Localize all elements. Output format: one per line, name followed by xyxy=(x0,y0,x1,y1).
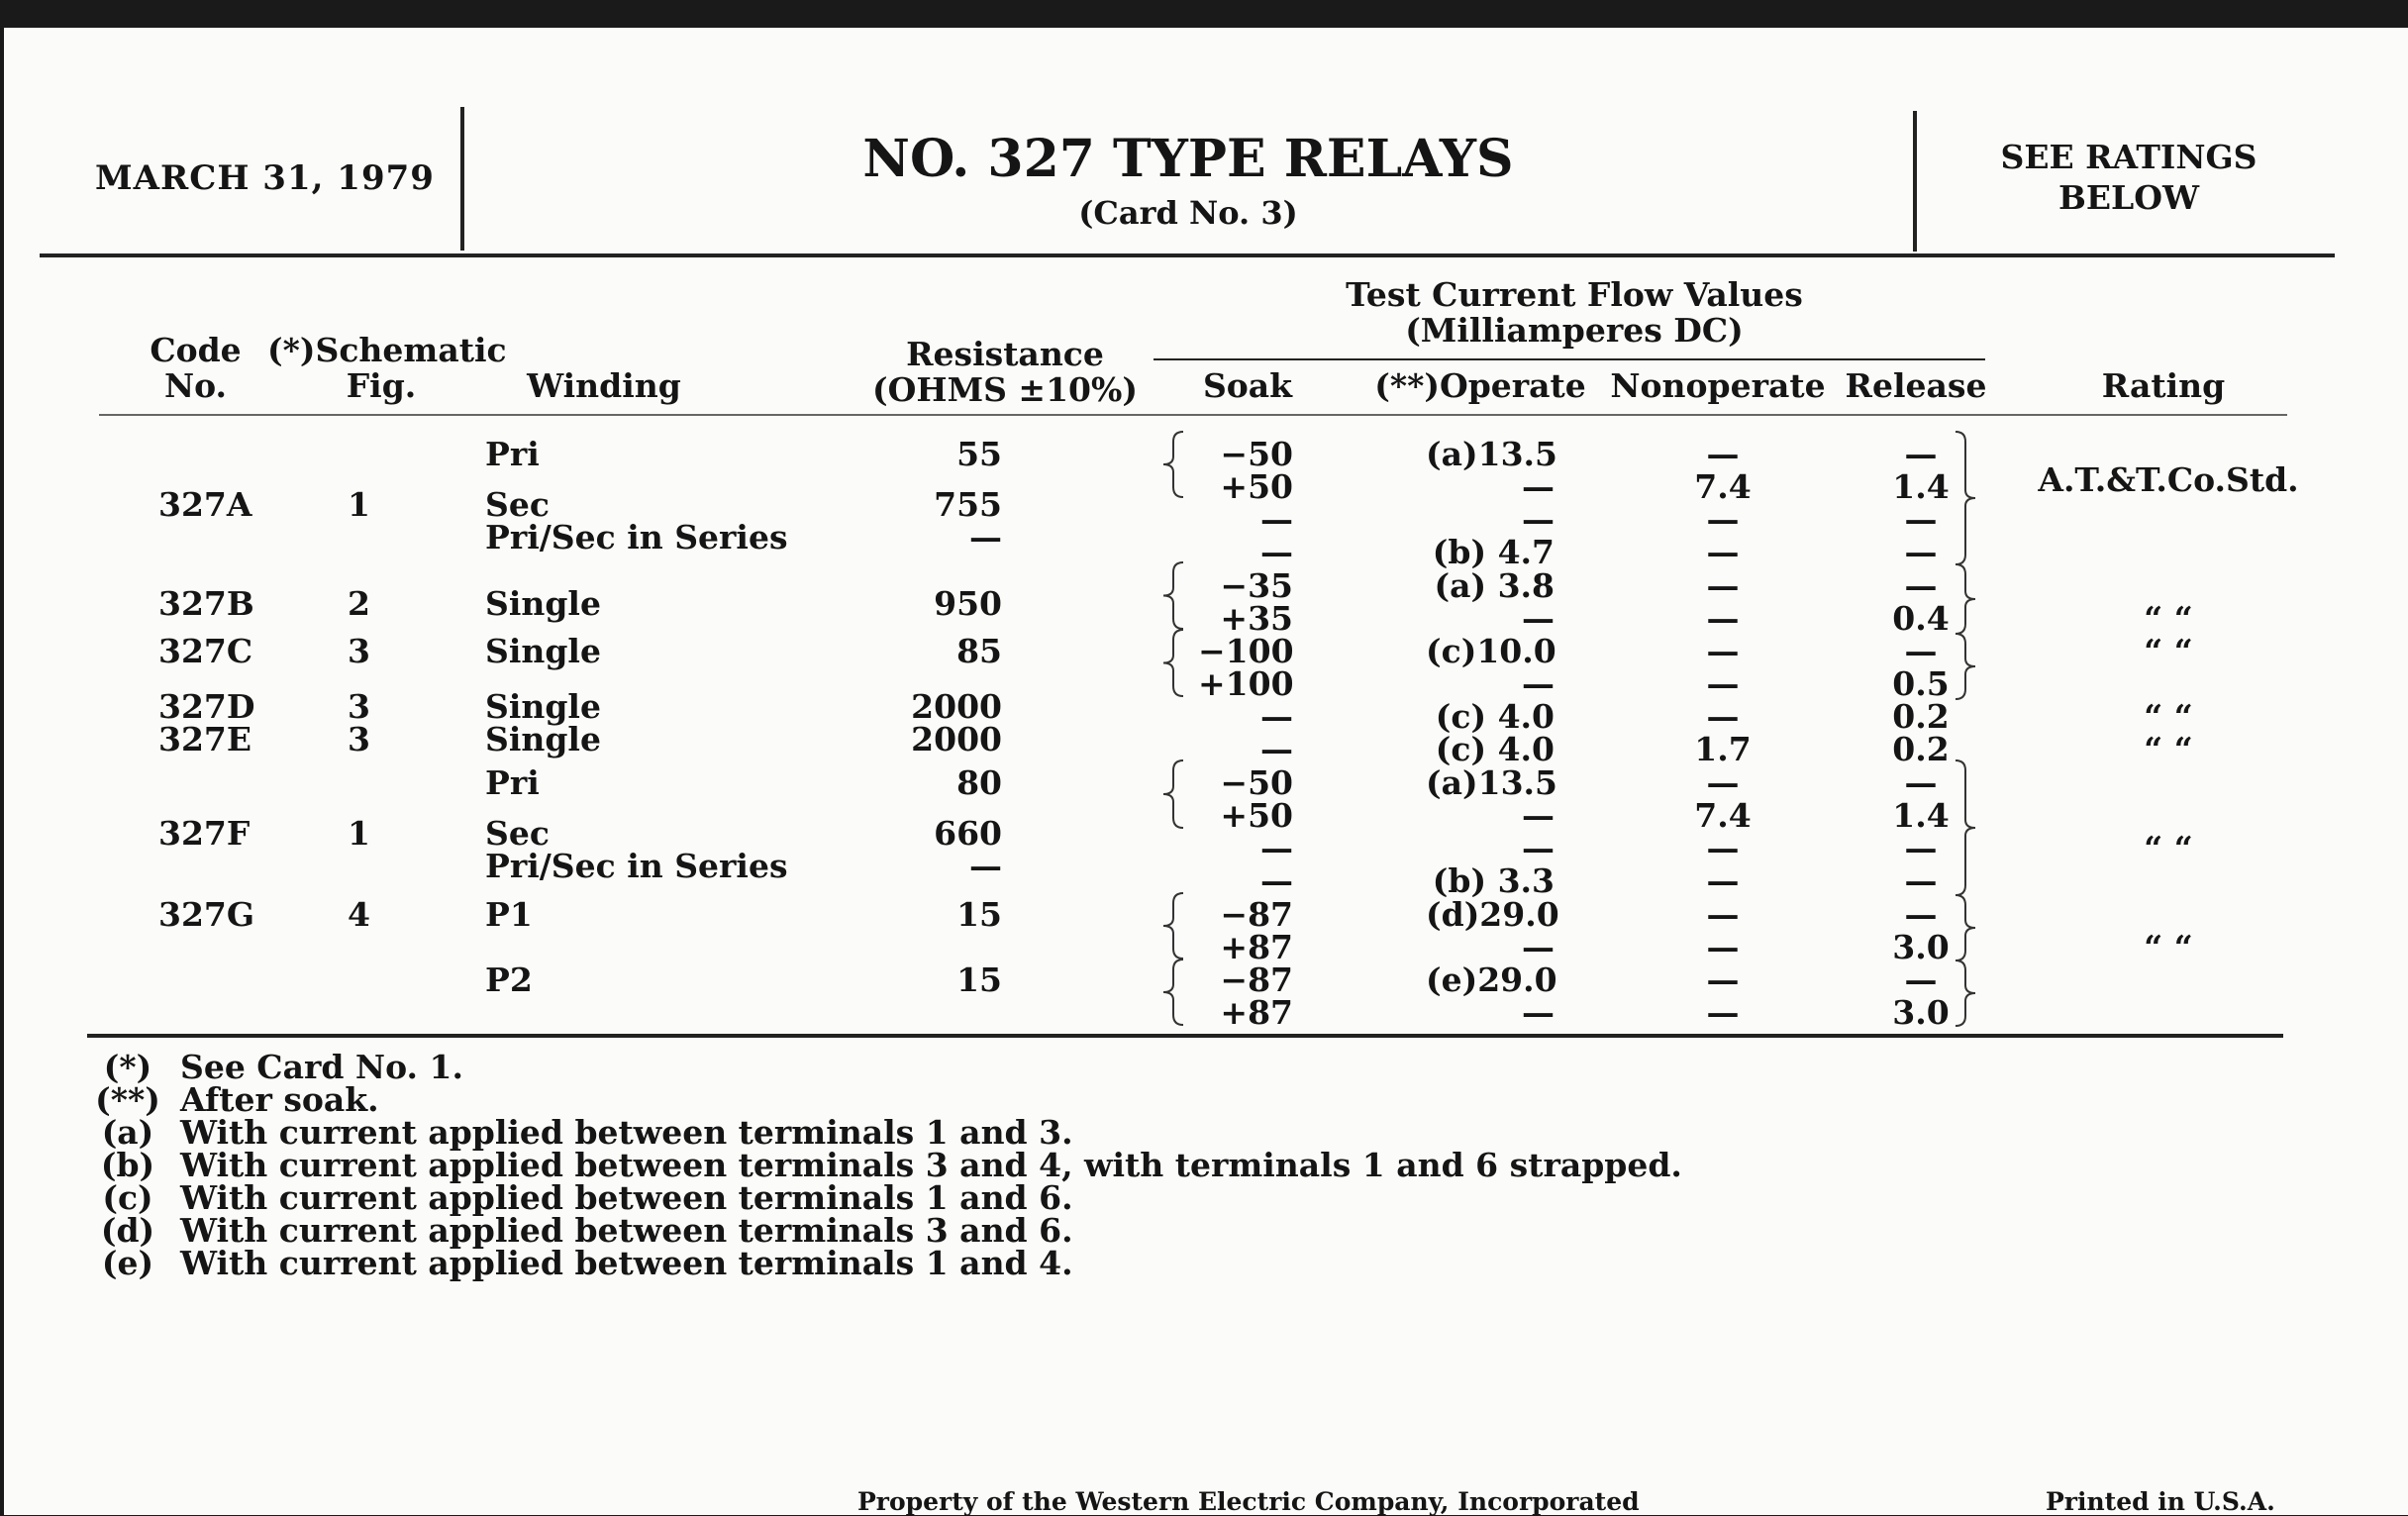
soak-cell: +50 xyxy=(1220,467,1293,506)
code-cell: 327A xyxy=(158,485,252,524)
soak-cell: — xyxy=(1260,533,1293,571)
nonoperate-cell: — xyxy=(1706,500,1740,539)
soak-cell: −50 xyxy=(1220,435,1293,473)
footnote-mark: (*) xyxy=(103,1048,152,1086)
resistance-cell: 755 xyxy=(934,485,1002,524)
release-brace xyxy=(1956,895,1975,960)
release-cell: 3.0 xyxy=(1892,928,1950,966)
property-notice: Property of the Western Electric Company, Incorporated xyxy=(857,1487,1640,1516)
col-code-line2: No. xyxy=(163,366,228,405)
release-cell: — xyxy=(1904,500,1938,539)
operate-cell: (c) 4.0 xyxy=(1435,697,1555,736)
nonoperate-cell: — xyxy=(1706,928,1740,966)
release-cell: 3.0 xyxy=(1892,993,1950,1032)
nonoperate-cell: — xyxy=(1706,599,1740,638)
rating-cell: “ “ xyxy=(2144,928,2193,966)
code-cell: 327G xyxy=(158,895,255,934)
nonoperate-cell: — xyxy=(1706,763,1740,802)
nonoperate-cell: — xyxy=(1706,632,1740,670)
resistance-cell: 2000 xyxy=(911,687,1002,726)
fig-cell: 3 xyxy=(348,720,370,758)
resistance-cell: 55 xyxy=(956,435,1002,473)
soak-cell: +87 xyxy=(1220,993,1293,1032)
operate-cell: (a)13.5 xyxy=(1426,435,1557,473)
soak-brace xyxy=(1163,893,1183,959)
soak-cell: +35 xyxy=(1220,599,1293,638)
release-cell: 0.2 xyxy=(1892,697,1950,736)
col-resistance-line1: Resistance xyxy=(906,335,1104,373)
operate-cell: — xyxy=(1522,928,1555,966)
footnote-mark: (b) xyxy=(100,1146,155,1184)
rating-cell: A.T.&T.Co.Std. xyxy=(2038,460,2299,499)
release-brace xyxy=(1956,634,1975,699)
fig-cell: 3 xyxy=(348,632,370,670)
footnote-text: With current applied between terminals 3 and 4, with terminals 1 and 6 strapped. xyxy=(180,1146,1682,1184)
nonoperate-cell: — xyxy=(1706,533,1740,571)
soak-cell: — xyxy=(1260,500,1293,539)
winding-cell: Pri/Sec in Series xyxy=(485,847,788,885)
rating-cell: “ “ xyxy=(2144,599,2193,638)
nonoperate-cell: 7.4 xyxy=(1694,796,1752,835)
nonoperate-cell: 1.7 xyxy=(1694,730,1752,768)
resistance-cell: 15 xyxy=(956,960,1002,999)
resistance-cell: 950 xyxy=(934,584,1002,623)
operate-cell: — xyxy=(1522,993,1555,1032)
col-code-line1: Code xyxy=(150,331,242,369)
release-cell: 1.4 xyxy=(1892,467,1950,506)
col-release-header: Release xyxy=(1845,366,1987,405)
release-brace xyxy=(1956,960,1975,1026)
release-cell: 0.5 xyxy=(1892,664,1950,703)
release-cell: — xyxy=(1904,829,1938,867)
col-operate-header: (**)Operate xyxy=(1374,366,1586,405)
code-cell: 327D xyxy=(158,687,255,726)
col-winding-header: Winding xyxy=(527,366,681,405)
release-cell: — xyxy=(1904,763,1938,802)
winding-cell: Sec xyxy=(485,485,550,524)
footnote-text: After soak. xyxy=(180,1080,379,1119)
release-brace xyxy=(1956,564,1975,634)
ratings-note-line1: SEE RATINGS xyxy=(2000,138,2258,176)
soak-cell: +50 xyxy=(1220,796,1293,835)
soak-brace xyxy=(1163,562,1183,629)
release-cell: 0.2 xyxy=(1892,730,1950,768)
footnote-text: With current applied between terminals 1 and 4. xyxy=(180,1244,1073,1282)
resistance-cell: — xyxy=(969,847,1002,885)
resistance-cell: — xyxy=(969,518,1002,556)
operate-cell: (e)29.0 xyxy=(1426,960,1557,999)
resistance-cell: 80 xyxy=(956,763,1002,802)
winding-cell: Single xyxy=(485,584,601,623)
nonoperate-cell: — xyxy=(1706,960,1740,999)
issue-date: MARCH 31, 1979 xyxy=(95,158,435,198)
soak-cell: +100 xyxy=(1198,664,1294,703)
page-title: NO. 327 TYPE RELAYS xyxy=(862,129,1514,189)
nonoperate-cell: — xyxy=(1706,829,1740,867)
footnote-text: With current applied between terminals 3 and 6. xyxy=(180,1211,1073,1250)
rating-cell: “ “ xyxy=(2144,730,2193,768)
col-group-line1: Test Current Flow Values xyxy=(1346,275,1803,314)
release-cell: — xyxy=(1904,533,1938,571)
winding-cell: Pri/Sec in Series xyxy=(485,518,788,556)
soak-cell: −100 xyxy=(1198,632,1294,670)
footnote-text: See Card No. 1. xyxy=(180,1048,463,1086)
soak-cell: +87 xyxy=(1220,928,1293,966)
winding-cell: Sec xyxy=(485,814,550,853)
operate-cell: (b) 4.7 xyxy=(1432,533,1555,571)
release-cell: — xyxy=(1904,861,1938,900)
winding-cell: Single xyxy=(485,687,601,726)
footnote-mark: (c) xyxy=(102,1178,153,1217)
operate-cell: (a)13.5 xyxy=(1426,763,1557,802)
release-cell: 1.4 xyxy=(1892,796,1950,835)
nonoperate-cell: — xyxy=(1706,566,1740,605)
fig-cell: 1 xyxy=(348,485,370,524)
winding-cell: P1 xyxy=(485,895,533,934)
code-cell: 327C xyxy=(158,632,253,670)
soak-cell: −87 xyxy=(1220,960,1293,999)
operate-cell: (d)29.0 xyxy=(1426,895,1559,934)
resistance-cell: 2000 xyxy=(911,720,1002,758)
col-soak-header: Soak xyxy=(1202,366,1293,405)
operate-cell: (c) 4.0 xyxy=(1435,730,1555,768)
release-brace xyxy=(1956,432,1975,564)
release-cell: — xyxy=(1904,960,1938,999)
col-schematic-line1: (*)Schematic xyxy=(267,331,507,369)
fig-cell: 1 xyxy=(348,814,370,853)
release-cell: — xyxy=(1904,632,1938,670)
soak-brace xyxy=(1163,760,1183,828)
resistance-cell: 85 xyxy=(956,632,1002,670)
col-nonoperate-header: Nonoperate xyxy=(1610,366,1826,405)
footnote-mark: (d) xyxy=(100,1211,155,1250)
code-cell: 327E xyxy=(158,720,252,758)
release-cell: — xyxy=(1904,566,1938,605)
soak-brace xyxy=(1163,960,1183,1025)
nonoperate-cell: — xyxy=(1706,993,1740,1032)
nonoperate-cell: — xyxy=(1706,435,1740,473)
resistance-cell: 660 xyxy=(934,814,1002,853)
winding-cell: Pri xyxy=(485,435,540,473)
soak-brace xyxy=(1163,630,1183,696)
operate-cell: (b) 3.3 xyxy=(1432,861,1555,900)
fig-cell: 3 xyxy=(348,687,370,726)
footnote-mark: (a) xyxy=(101,1113,154,1152)
winding-cell: Single xyxy=(485,632,601,670)
fig-cell: 2 xyxy=(348,584,370,623)
soak-cell: −50 xyxy=(1220,763,1293,802)
release-cell: — xyxy=(1904,435,1938,473)
operate-cell: — xyxy=(1522,467,1555,506)
col-resistance-line2: (OHMS ±10%) xyxy=(872,370,1138,409)
nonoperate-cell: — xyxy=(1706,664,1740,703)
footnote-text: With current applied between terminals 1 and 3. xyxy=(180,1113,1073,1152)
operate-cell: — xyxy=(1522,500,1555,539)
operate-cell: — xyxy=(1522,664,1555,703)
code-cell: 327B xyxy=(158,584,254,623)
table-bottom-rule xyxy=(87,1034,2283,1038)
rating-cell: “ “ xyxy=(2144,632,2193,670)
nonoperate-cell: — xyxy=(1706,895,1740,934)
soak-cell: −35 xyxy=(1220,566,1293,605)
footnote-text: With current applied between terminals 1 and 6. xyxy=(180,1178,1073,1217)
col-schematic-line2: Fig. xyxy=(346,366,417,405)
soak-cell: — xyxy=(1260,697,1293,736)
release-cell: — xyxy=(1904,895,1938,934)
winding-cell: P2 xyxy=(485,960,533,999)
operate-cell: — xyxy=(1522,829,1555,867)
footnote-mark: (e) xyxy=(101,1244,154,1282)
winding-cell: Single xyxy=(485,720,601,758)
release-cell: 0.4 xyxy=(1892,599,1950,638)
printed-notice: Printed in U.S.A. xyxy=(2046,1487,2275,1516)
footnote-mark: (**) xyxy=(95,1080,160,1119)
soak-cell: −87 xyxy=(1220,895,1293,934)
col-group-line2: (Milliamperes DC) xyxy=(1405,311,1744,350)
rating-cell: “ “ xyxy=(2144,829,2193,867)
soak-cell: — xyxy=(1260,829,1293,867)
operate-cell: — xyxy=(1522,796,1555,835)
operate-cell: (a) 3.8 xyxy=(1434,566,1555,605)
col-rating-header: Rating xyxy=(2101,366,2226,405)
operate-cell: — xyxy=(1522,599,1555,638)
soak-brace xyxy=(1163,432,1183,497)
nonoperate-cell: 7.4 xyxy=(1694,467,1752,506)
rating-cell: “ “ xyxy=(2144,697,2193,736)
operate-cell: (c)10.0 xyxy=(1426,632,1556,670)
code-cell: 327F xyxy=(158,814,251,853)
ratings-note-line2: BELOW xyxy=(2057,178,2200,217)
soak-cell: — xyxy=(1260,730,1293,768)
soak-cell: — xyxy=(1260,861,1293,900)
page-subtitle: (Card No. 3) xyxy=(1078,194,1298,232)
winding-cell: Pri xyxy=(485,763,540,802)
fig-cell: 4 xyxy=(348,895,370,934)
nonoperate-cell: — xyxy=(1706,861,1740,900)
release-brace xyxy=(1956,760,1975,895)
nonoperate-cell: — xyxy=(1706,697,1740,736)
resistance-cell: 15 xyxy=(956,895,1002,934)
